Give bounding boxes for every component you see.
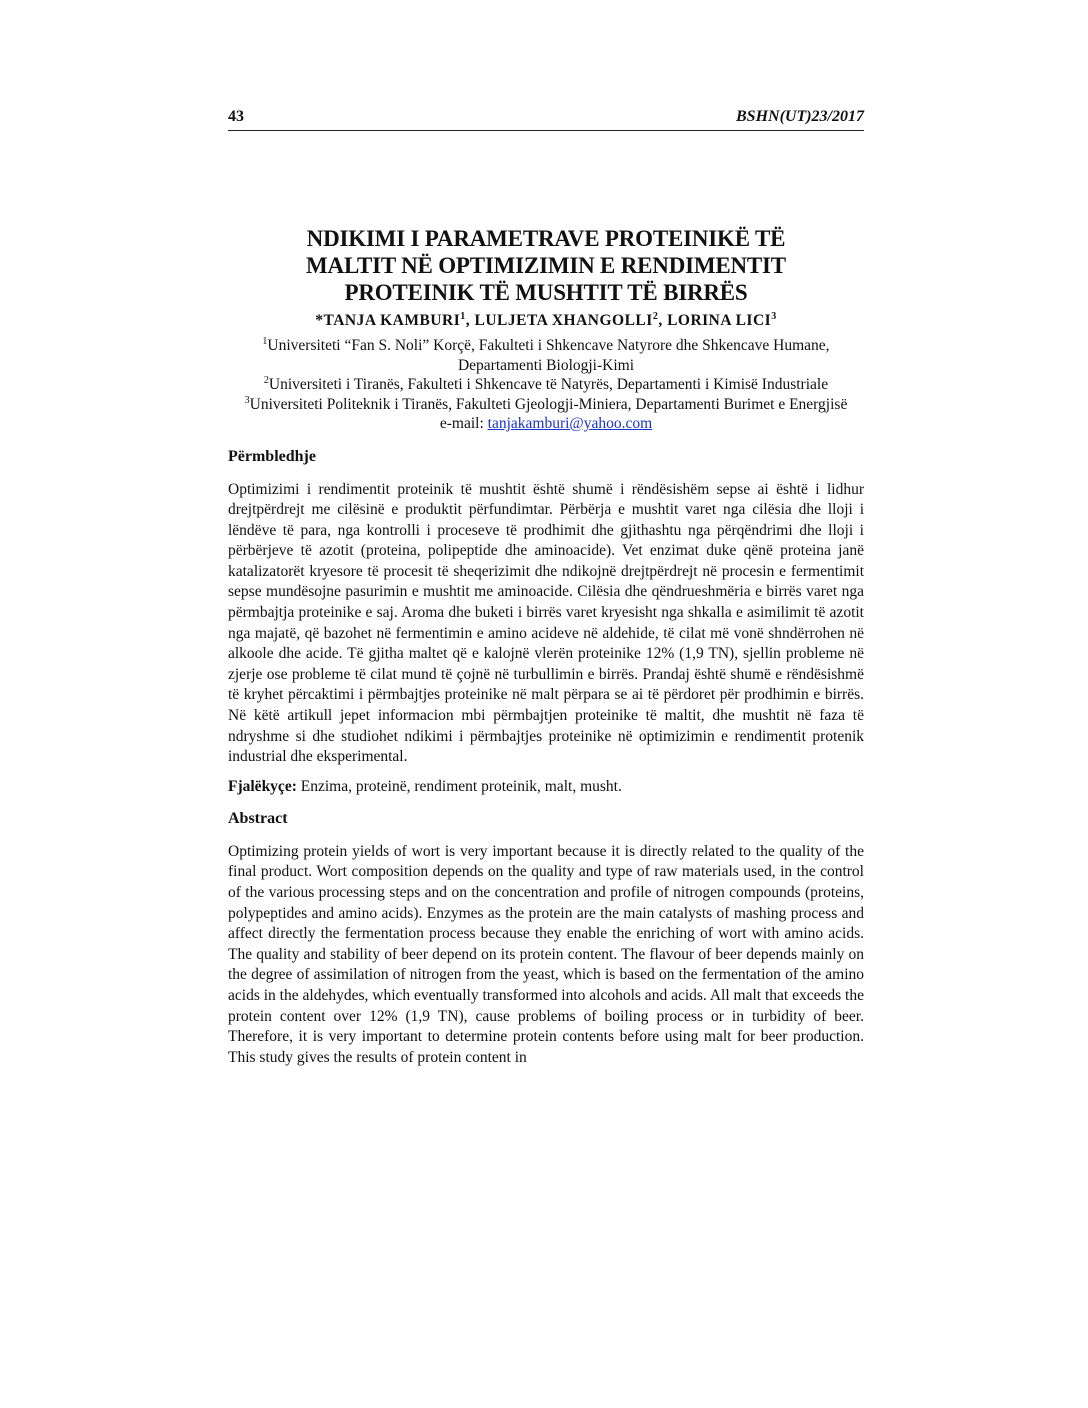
keywords — [228, 778, 864, 796]
affiliation-1: $^1$Universiteti “Fan S. Noli” Korçë, Fakulteti i Shkencave Natyrore dhe Shkencave Humane, Departamenti Biologji-Kimi — [262, 335, 830, 374]
paper-page — [228, 108, 864, 1068]
title-line-1: NDIKIMI I PARAMETRAVE PROTEINIKË TË — [306, 226, 786, 251]
email-line — [228, 414, 864, 434]
affiliation-2: $^2$Universiteti i Tiranës, Fakulteti i Shkencave të Natyrës, Departamenti i Kimisë Industriale — [263, 374, 829, 393]
author-3-affil: 3 — [771, 310, 777, 322]
author-2-affil: 2 — [652, 310, 659, 322]
paper-title — [228, 225, 864, 306]
author-3: LORINA LICI — [667, 312, 772, 329]
email-link[interactable]: tanjakamburi@yahoo.com — [487, 415, 653, 432]
abstract-text: Optimizing protein yields of wort is very important because it is directly related to the quality of the final product. Wort composition depends on the quality and type of raw materials used, in the control of the various processing steps and on the concentration and profile of nitrogen compounds (proteins, polypeptides and amino acids). Enzymes as the protein are the main catalysts of mashing process and affect directly the fermentation process because they enable the enriching of wort with amino acids. The quality and stability of beer depend on its protein content. The flavour of beer depends mainly on the degree of assimilation of nitrogen from the yeast, which is based on the fermentation of the amino acids in the aldehydes, which eventually transformed into alcohols and acids. All malt that exceeds the protein content over 12% (1,9 TN), cause problems of boiling process or in turbidity of beer. Therefore, it is very important to determine protein contents before using malt for beer production. This study gives the results of protein content in — [228, 842, 864, 1066]
author-1-affil: 1 — [460, 310, 466, 322]
email-label: e-mail: — [439, 415, 484, 432]
summary-heading: Përmbledhje — [228, 447, 316, 465]
keywords-text: Enzima, proteinë, rendiment proteinik, malt, musht. — [300, 777, 622, 795]
title-line-2: MALTIT NË OPTIMIZIMIN E RENDIMENTIT — [306, 253, 786, 278]
author-2: LULJETA XHANGOLLI — [474, 312, 653, 329]
summary-text: Optimizimi i rendimentit proteinik të mushtit është shumë i rëndësishëm sepse ai është i lidhur drejtpërdrejt me cilësinë e produktit përfundimtar. Përbërja e mushtit varet nga cilësia dhe lloji i lëndëve të para, nga kontrolli i proceseve të prodhimit dhe gjithashtu nga përqëndrimi dhe lloji i përbërjeve të azotit (proteina, polipeptide dhe aminoacide). Vet enzimat duke qënë proteina janë katalizatorët kryesore të procesit të sheqerizimit dhe ndikojnë drejtpërdrejt në procesin e fermentimit sepse mundësojne pasurimin e mushtit me aminoacide. Cilësia dhe qëndrueshmëria e birrës varet nga përmbajtja proteinike e saj. Aroma dhe buketi i birrës varet kryesisht nga shkalla e asimilimit të azotit nga majatë, që bazohet në fermentimin e amino acideve në aldehide, të cilat më vonë shndërrohen në alkoole dhe acide. Të gjitha maltet që e kalojnë vlerën proteinike 12% (1,9 TN), sjellin probleme në zjerje ose probleme të cilat mund të çojnë në turbullimin e birrës. Prandaj është shumë e rëndësishmë të kryhet përcaktimi i përmbajtjes proteinike në malt përpara se ai të përdoret për prodhimin e birrës. Në këtë artikull jepet informacion mbi përmbajtjen proteinike të maltit, dhe mushtit në faza të ndryshme si dhe studiohet ndikimi i përmbajtjes proteinike në optimizimin e rendimentit protenik industrial dhe eksperimental. — [228, 480, 864, 766]
author-1: *TANJA KAMBURI — [315, 312, 461, 329]
affiliations — [228, 336, 864, 434]
keywords-label: Fjalëkyçe: — [228, 777, 297, 795]
author-list: *TANJA KAMBURI$^1$, LULJETA XHANGOLLI$^2$, LORINA LICI$^3$ — [315, 310, 777, 329]
running-header — [228, 108, 864, 131]
page-number: 43 — [228, 108, 244, 125]
title-line-3: PROTEINIK TË MUSHTIT TË BIRRËS — [344, 280, 748, 305]
affiliation-3: $^3$Universiteti Politeknik i Tiranës, Fakulteti Gjeologji-Miniera, Departamenti Burimet e Energjisë — [244, 394, 848, 413]
abstract-heading: Abstract — [228, 809, 288, 827]
journal-reference: BSHN(UT)23/2017 — [736, 108, 864, 125]
